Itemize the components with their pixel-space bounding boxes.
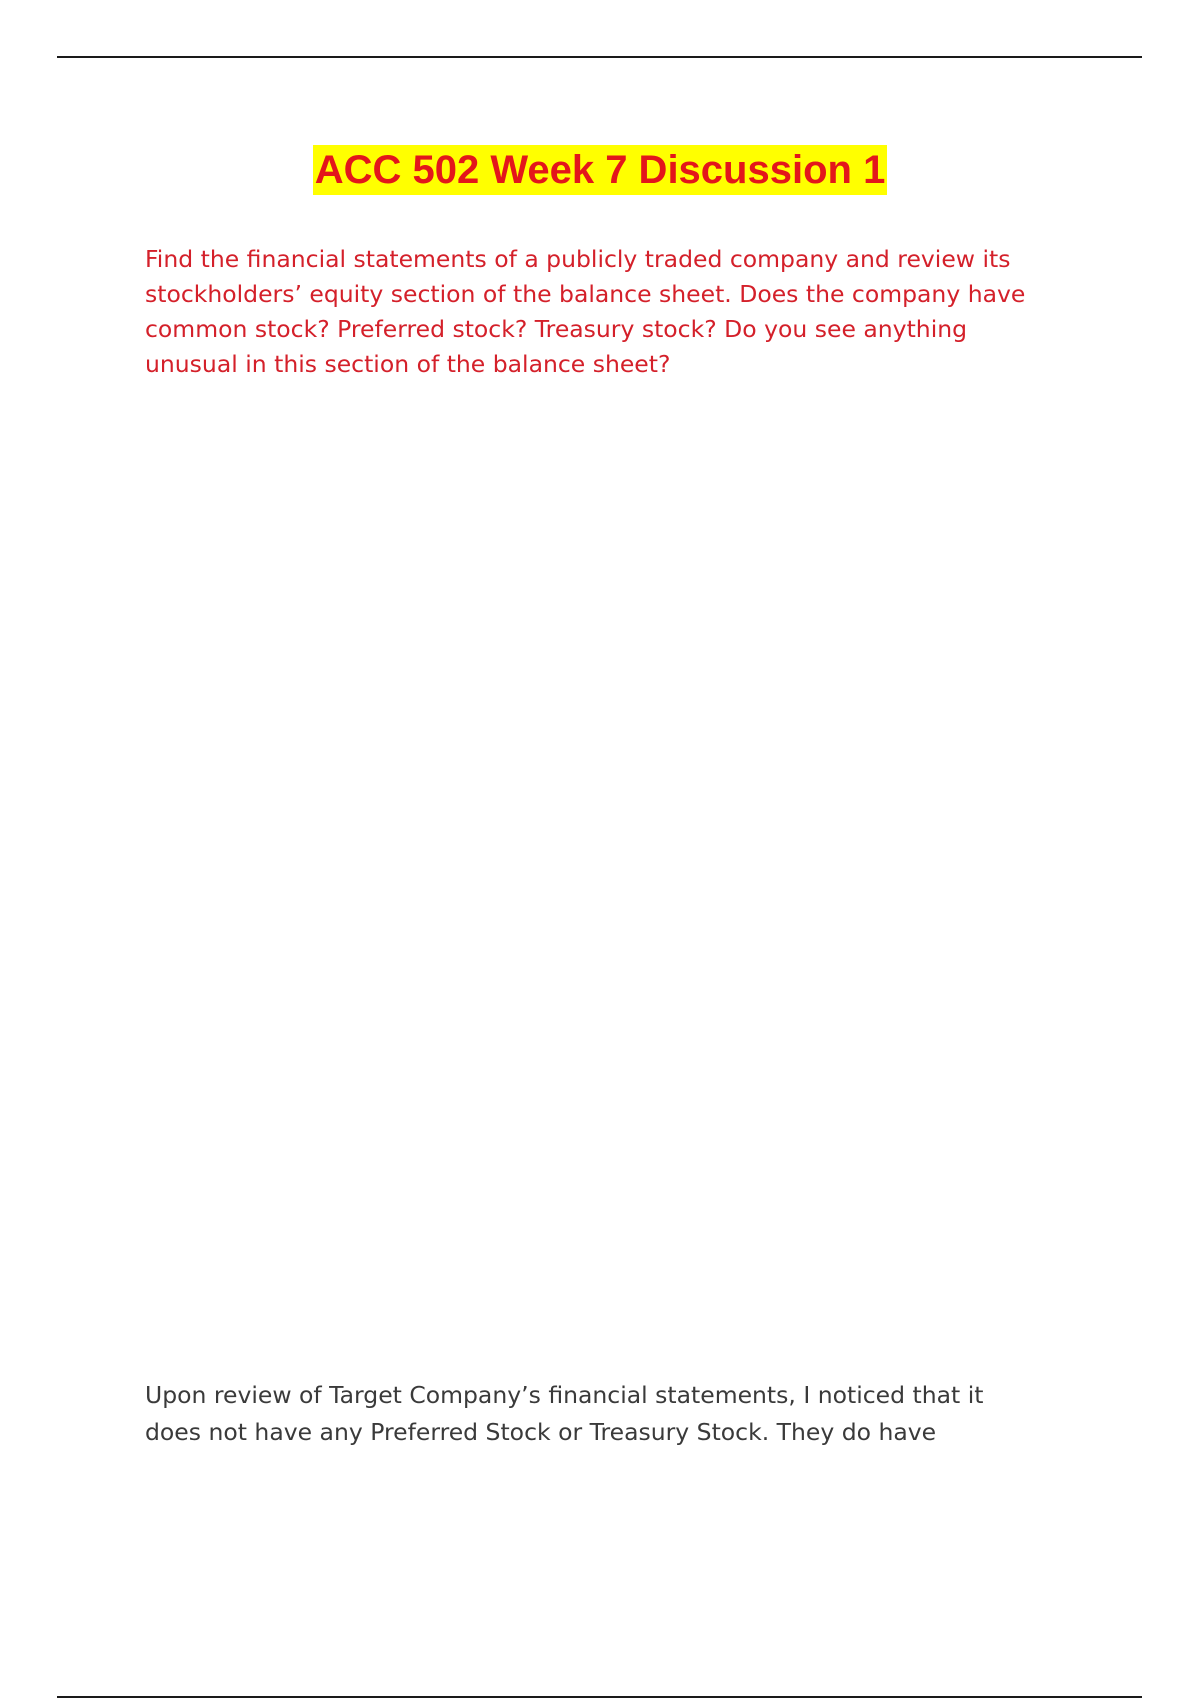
bottom-divider bbox=[57, 1696, 1142, 1698]
title-container bbox=[0, 145, 1200, 195]
discussion-question bbox=[145, 242, 1095, 382]
discussion-answer bbox=[145, 1377, 1095, 1451]
question-line: stockholders’ equity section of the balance sheet. Does the company have bbox=[145, 280, 1026, 308]
answer-line: Upon review of Target Company’s financial statements, I noticed that it bbox=[145, 1381, 984, 1409]
question-line: common stock? Preferred stock? Treasury stock? Do you see anything bbox=[145, 315, 968, 343]
answer-line: does not have any Preferred Stock or Treasury Stock. They do have bbox=[145, 1418, 937, 1446]
document-title: ACC 502 Week 7 Discussion 1 bbox=[313, 145, 888, 195]
question-line: Find the financial statements of a publicly traded company and review its bbox=[145, 245, 1011, 273]
question-line: unusual in this section of the balance sheet? bbox=[145, 350, 671, 378]
top-divider bbox=[57, 56, 1142, 58]
